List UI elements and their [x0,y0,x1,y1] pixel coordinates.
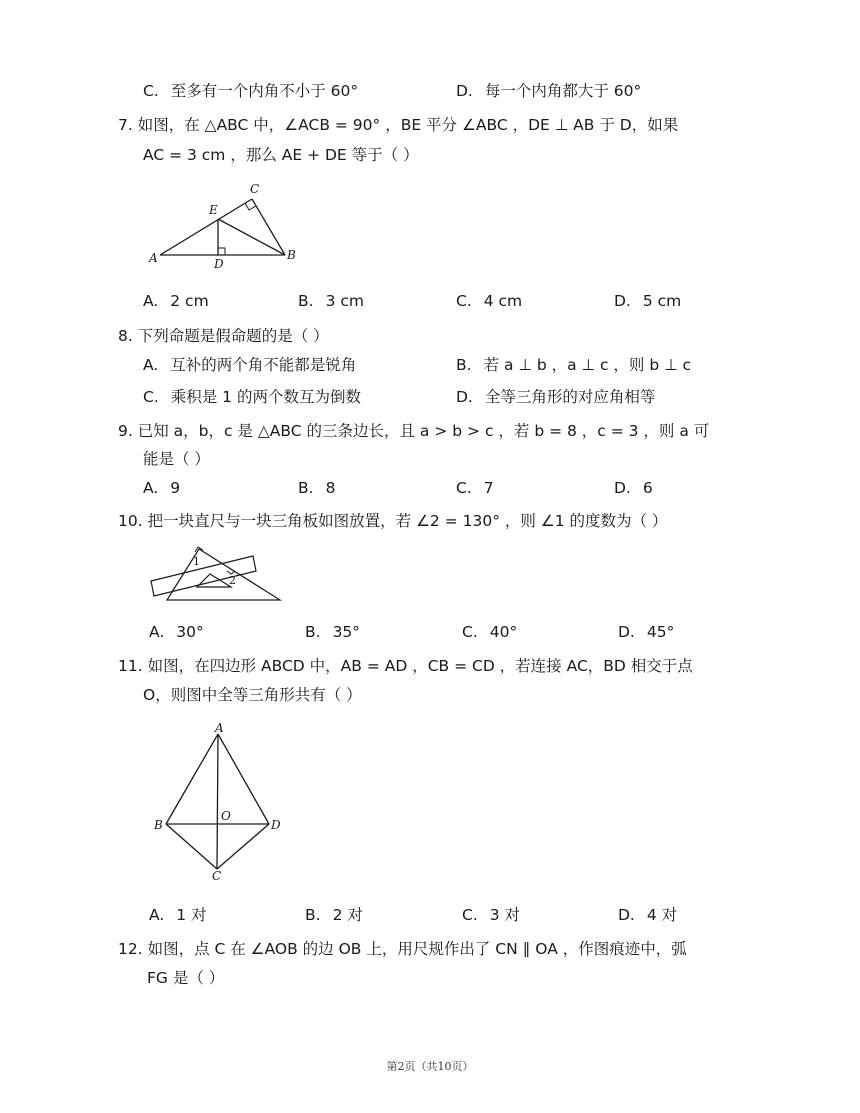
q11-option-c [462,905,520,925]
q10-option-d [618,622,674,642]
ruler [151,556,256,596]
ruler-triangle-diagram [145,542,290,607]
option-text: 互补的两个角不能都是锐角 [170,356,357,374]
option-text: 全等三角形的对应角相等 [484,388,656,406]
option-text: 4 对 [646,906,678,924]
question-9-line1: 9. 已知 a，b，c 是 △ABC 的三条边长，且 a > b > c ，若 b = 8 ，c = 3 ，则 a 可 [118,422,710,440]
question-10-line1: 10. 把一块直尺与一块三角板如图放置，若 ∠2 = 130° ，则 ∠1 的度数为（ ） [118,512,668,530]
option-label: D. [614,292,631,310]
label-d: D [214,257,224,271]
option-text: 30° [176,623,204,641]
q7-option-b [298,291,364,311]
option-label: B. [298,479,314,497]
option-text: 5 cm [642,292,682,310]
q7-option-d [614,291,681,311]
right-angle-d [218,248,225,255]
option-text: 6 [642,479,653,497]
option-text: 4 cm [483,292,523,310]
option-text: 1 对 [176,906,207,924]
label-d: D [271,818,281,832]
label-c: C [250,182,260,196]
question-11-line1: 11. 如图，在四边形 ABCD 中，AB = AD ，CB = CD ，若连接 AC，BD 相交于点 [118,657,693,675]
option-label: B. [305,906,321,924]
q9-option-c [456,478,494,498]
figure-q10 [145,542,290,611]
q11-option-a [149,905,207,925]
option-text: 3 对 [489,906,521,924]
question-11-line2: O，则图中全等三角形共有（ ） [143,686,362,704]
option-label: A. [149,623,165,641]
triangle-abc-diagram [140,178,310,273]
q8-option-a [143,355,356,375]
label-c: C [212,869,222,883]
option-label: B. [305,623,321,641]
option-label: B. [456,356,472,374]
option-label: A. [143,292,159,310]
angle-1-label: 1 [193,555,200,568]
q7-option-a [143,291,209,311]
option-label: D. [456,82,473,100]
question-9-line2: 能是（ ） [143,450,210,468]
option-text: 每一个内角都大于 60° [484,82,642,100]
q9-option-b [298,478,335,498]
option-text: 8 [325,479,336,497]
option-text: 乘积是 1 的两个数互为倒数 [170,388,361,406]
label-o: O [221,809,231,823]
option-label: D. [614,479,631,497]
option-label: C. [456,292,472,310]
label-a: A [215,721,224,735]
set-square [167,549,280,600]
option-text: 9 [170,479,181,497]
option-label: D. [618,906,635,924]
option-label: C. [456,479,472,497]
option-d [456,81,641,101]
q9-option-a [143,478,180,498]
option-text: 45° [646,623,675,641]
question-12-line1: 12. 如图，点 C 在 ∠AOB 的边 OB 上，用尺规作出了 CN ∥ OA ，作图痕迹中，弧 [118,940,687,958]
option-text: 7 [483,479,494,497]
figure-q7 [140,178,310,277]
segment-bc [166,824,217,869]
question-7-line2: AC = 3 cm ，那么 AE + DE 等于（ ） [143,146,419,164]
segment-ab [166,734,218,824]
option-label: A. [143,356,159,374]
option-label: D. [456,388,473,406]
segment-dc [217,824,269,869]
set-square-hole [197,574,231,587]
q8-option-d [456,387,655,407]
q10-option-c [462,622,517,642]
figure-q11 [150,720,290,889]
label-e: E [209,203,218,217]
q10-option-a [149,622,204,642]
option-label: D. [618,623,635,641]
q10-option-b [305,622,360,642]
q7-option-c [456,291,522,311]
q8-option-c [143,387,361,407]
segment-ac [160,199,252,255]
option-label: A. [149,906,165,924]
option-label: C. [462,623,478,641]
option-text: 2 对 [332,906,363,924]
option-c [143,81,358,101]
option-text: 35° [332,623,361,641]
option-text: 若 a ⊥ b ，a ⊥ c ，则 b ⊥ c [483,356,692,374]
question-12-line2: FG 是（ ） [147,969,225,987]
option-text: 2 cm [170,292,209,310]
angle-2-label: 2 [229,574,236,587]
option-label: C. [143,82,159,100]
option-label: B. [298,292,314,310]
option-text: 3 cm [325,292,364,310]
segment-ac [217,734,218,869]
q9-option-d [614,478,653,498]
option-label: A. [143,479,159,497]
q11-option-d [618,905,677,925]
option-text: 40° [489,623,518,641]
page-footer: 第2页（共10页） [386,1060,474,1073]
question-7-line1: 7. 如图，在 △ABC 中，∠ACB = 90° ，BE 平分 ∠ABC ，DE ⊥ AB 于 D，如果 [118,116,679,134]
quadrilateral-abcd-diagram [150,720,290,885]
label-a: A [149,251,158,265]
option-label: C. [143,388,159,406]
q11-option-b [305,905,363,925]
option-text: 至多有一个内角不小于 60° [170,82,359,100]
label-b: B [154,818,163,832]
q8-option-b [456,355,691,375]
option-label: C. [462,906,478,924]
question-8-line1: 8. 下列命题是假命题的是（ ） [118,327,329,345]
label-b: B [287,248,296,262]
